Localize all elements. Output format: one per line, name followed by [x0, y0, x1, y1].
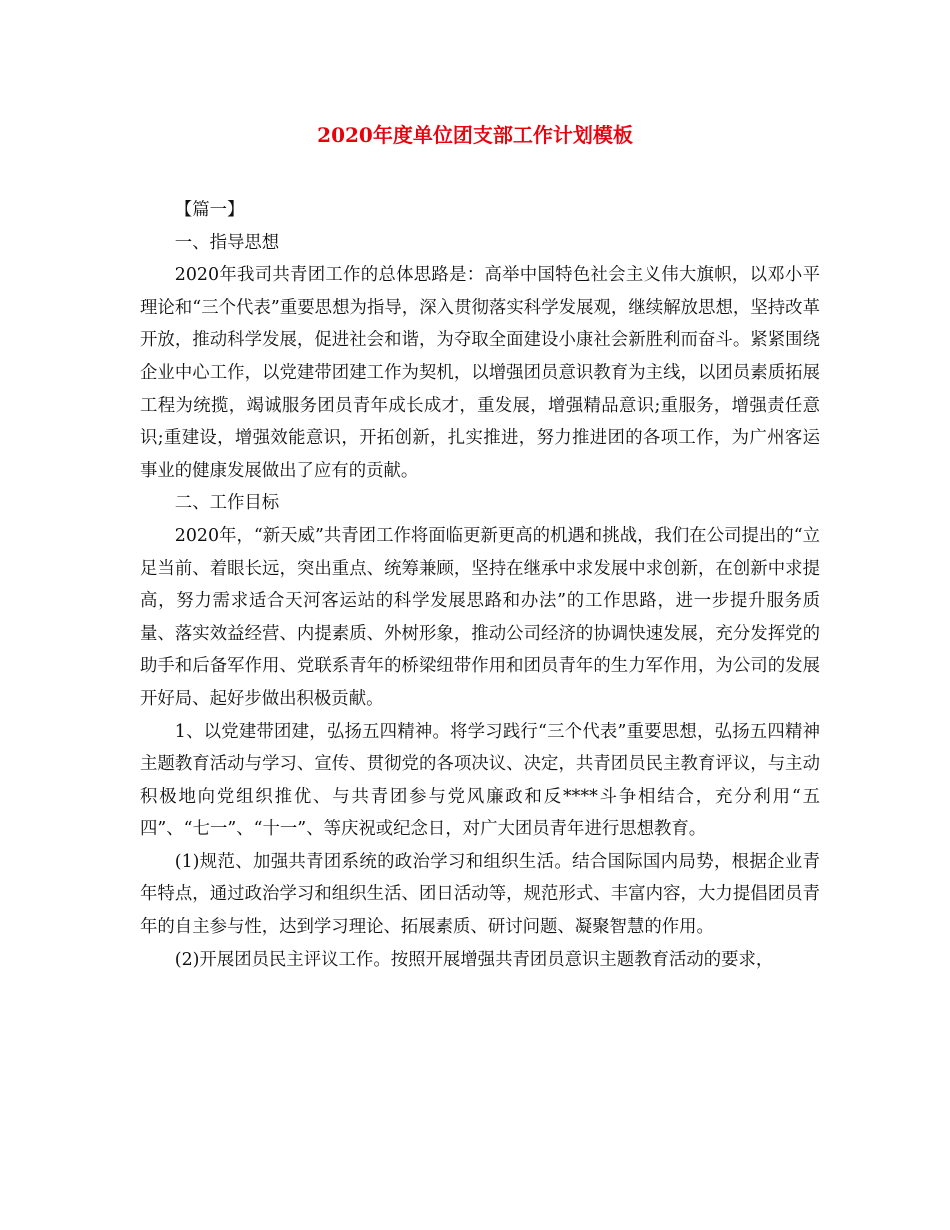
document-body [140, 194, 820, 976]
section-heading: 一、指导思想 [174, 232, 280, 253]
body-paragraph: (2)开展团员民主评议工作。按照开展增强共青团员意识主题教育活动的要求， [174, 949, 774, 970]
section-label: 【篇一】 [174, 200, 245, 220]
body-paragraph: 2020年，“新天威”共青团工作将面临更新更高的机遇和挑战，我们在公司提出的“立足当前、着眼长远，突出重点、统筹兼顾，坚持在继承中求发展中求创新，在创新中求提高，努力需求适合天河客运站的科学发展思路和办法”的工作思路，进一步提升服务质量、落实效益经营、内提素质、外树形象，推动公司经济的协调快速发展，充分发挥党的助手和后备军作用、党联系青年的桥梁纽带作用和团员青年的生力军作用，为公司的发展开好局、起好步做出积极贡献。 [140, 525, 820, 709]
body-paragraph: 1、以党建带团建，弘扬五四精神。将学习践行“三个代表”重要思想，弘扬五四精神主题教育活动与学习、宣传、贯彻党的各项决议、决定，共青团员民主教育评议，与主动积极地向党组织推优、与共青团参与党风廉政和反****斗争相结合，充分利用“五四”、“七一”、“十一”、等庆祝或纪念日，对广大团员青年进行思想教育。 [140, 721, 820, 840]
section-heading: 二、工作目标 [174, 493, 280, 514]
body-paragraph: (1)规范、加强共青团系统的政治学习和组织生活。结合国际国内局势，根据企业青年特点，通过政治学习和组织生活、团日活动等，规范形式、丰富内容，大力提倡团员青年的自主参与性，达到学习理论、拓展素质、研讨问题、凝聚智慧的作用。 [140, 851, 820, 938]
document-title: 2020年度单位团支部工作计划模板 [317, 123, 633, 147]
body-paragraph: 2020年我司共青团工作的总体思路是：高举中国特色社会主义伟大旗帜，以邓小平理论和“三个代表”重要思想为指导，深入贯彻落实科学发展观，继续解放思想，坚持改革开放，推动科学发展，促进社会和谐，为夺取全面建设小康社会新胜利而奋斗。紧紧围绕企业中心工作，以党建带团建工作为契机，以增强团员意识教育为主线，以团员素质拓展工程为统揽，竭诚服务团员青年成长成才，重发展，增强精品意识;重服务，增强责任意识;重建设，增强效能意识，开拓创新，扎实推进，努力推进团的各项工作，为广州客运事业的健康发展做出了应有的贡献。 [140, 265, 820, 481]
